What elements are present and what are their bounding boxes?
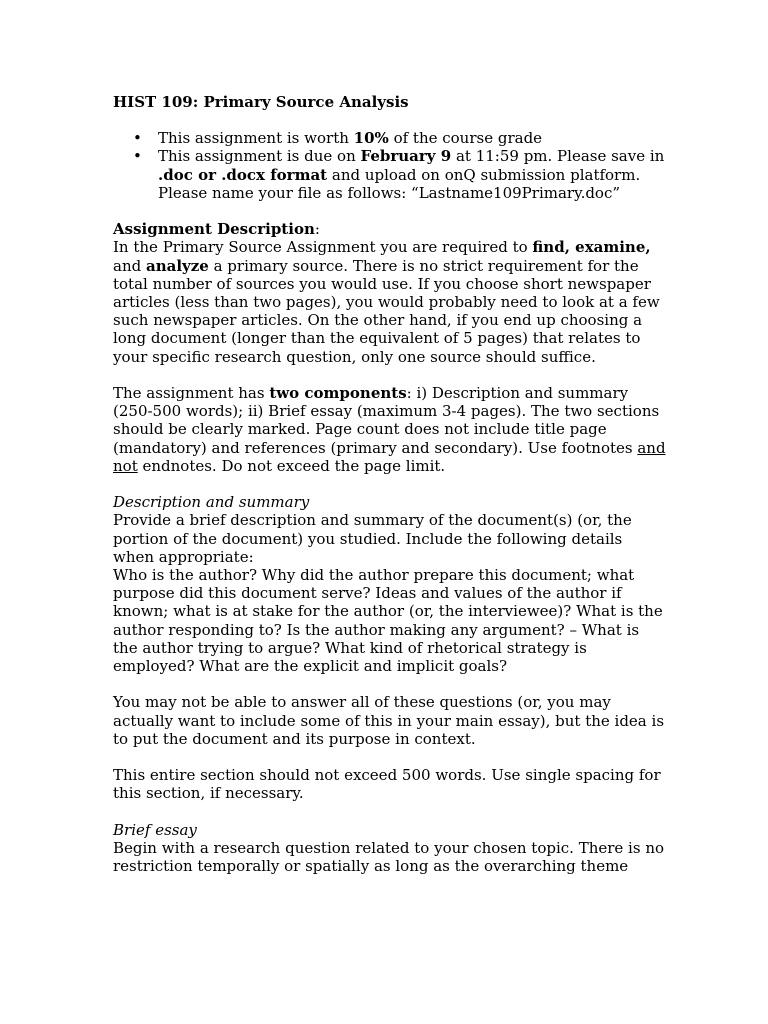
paragraph [113, 384, 668, 475]
paragraph: This entire section should not exceed 500 words. Use single spacing for this section, if necessary. [113, 766, 661, 803]
spacer [113, 748, 668, 766]
text: In the Primary Source Assignment you are required to [113, 238, 533, 257]
text: endnotes. Do not exceed the page limit. [137, 456, 446, 475]
spacer [113, 366, 668, 384]
bold-text: analyze [145, 256, 209, 275]
text: and upload on onQ submission platform. Please name your file as follows: “Lastname109Primary.doc” [158, 165, 641, 202]
paragraph: Begin with a research question related to your chosen topic. There is no restriction temporally or spatially as long as the overarching theme [113, 839, 665, 876]
text: The assignment has [113, 384, 270, 403]
assignment-info-list [113, 129, 668, 202]
text: This assignment is due on [158, 147, 361, 166]
section-heading-brief-essay: Brief essay [113, 820, 197, 839]
heading-text: Assignment Description [113, 220, 315, 239]
text: a primary source. There is no strict requirement for the total number of sources you would use. If you choose short newspaper articles (less than two pages), you would probably need to look at a few such newspaper articles. On the other hand, if you end up choosing a long document (longer than the equivalent of 5 pages) that relates to your specific research question, only one source should suffice. [113, 256, 660, 366]
section-heading-description-summary: Description and summary [113, 493, 310, 512]
text: of the course grade [388, 129, 543, 148]
text: and [113, 256, 146, 275]
spacer [113, 202, 668, 220]
text: : i) Description and summary (250-500 words); ii) Brief essay (maximum 3-4 pages). The two sections should be clearly marked. Page count does not include title page (mandatory) and references (primary and secondary). Use footnotes [113, 384, 660, 457]
paragraph: Who is the author? Why did the author prepare this document; what purpose did this document serve? Ideas and values of the author if known; what is at stake for the author (or, the interviewee)? What is the author responding to? Is the author making any argument? – What is the author trying to argue? What kind of rhetorical strategy is employed? What are the explicit and implicit goals? [113, 566, 663, 676]
bold-text: find, examine, [532, 238, 651, 257]
paragraph: Provide a brief description and summary of the document(s) (or, the portion of the document) you studied. Include the following details when appropriate: [113, 511, 632, 566]
section-heading-assignment-description [113, 220, 668, 238]
list-item-worth [158, 129, 668, 147]
underlined-text: and not [113, 438, 666, 475]
text: at 11:59 pm. Please save in [451, 147, 665, 166]
list-item-due-date [158, 147, 668, 202]
heading-colon: : [314, 220, 320, 239]
text: This assignment is worth [158, 129, 354, 148]
spacer [113, 803, 668, 821]
document-title: HIST 109: Primary Source Analysis [113, 93, 409, 111]
document-page [113, 93, 668, 875]
spacer [113, 675, 668, 693]
bold-text: two components [269, 384, 407, 403]
bold-text: .doc or .docx format [158, 165, 328, 184]
spacer [113, 475, 668, 493]
paragraph [113, 238, 668, 365]
bold-text: 10% [353, 129, 389, 148]
bold-text: February 9 [360, 147, 452, 166]
paragraph: You may not be able to answer all of these questions (or, you may actually want to include some of this in your main essay), but the idea is to put the document and its purpose in context. [113, 693, 665, 748]
